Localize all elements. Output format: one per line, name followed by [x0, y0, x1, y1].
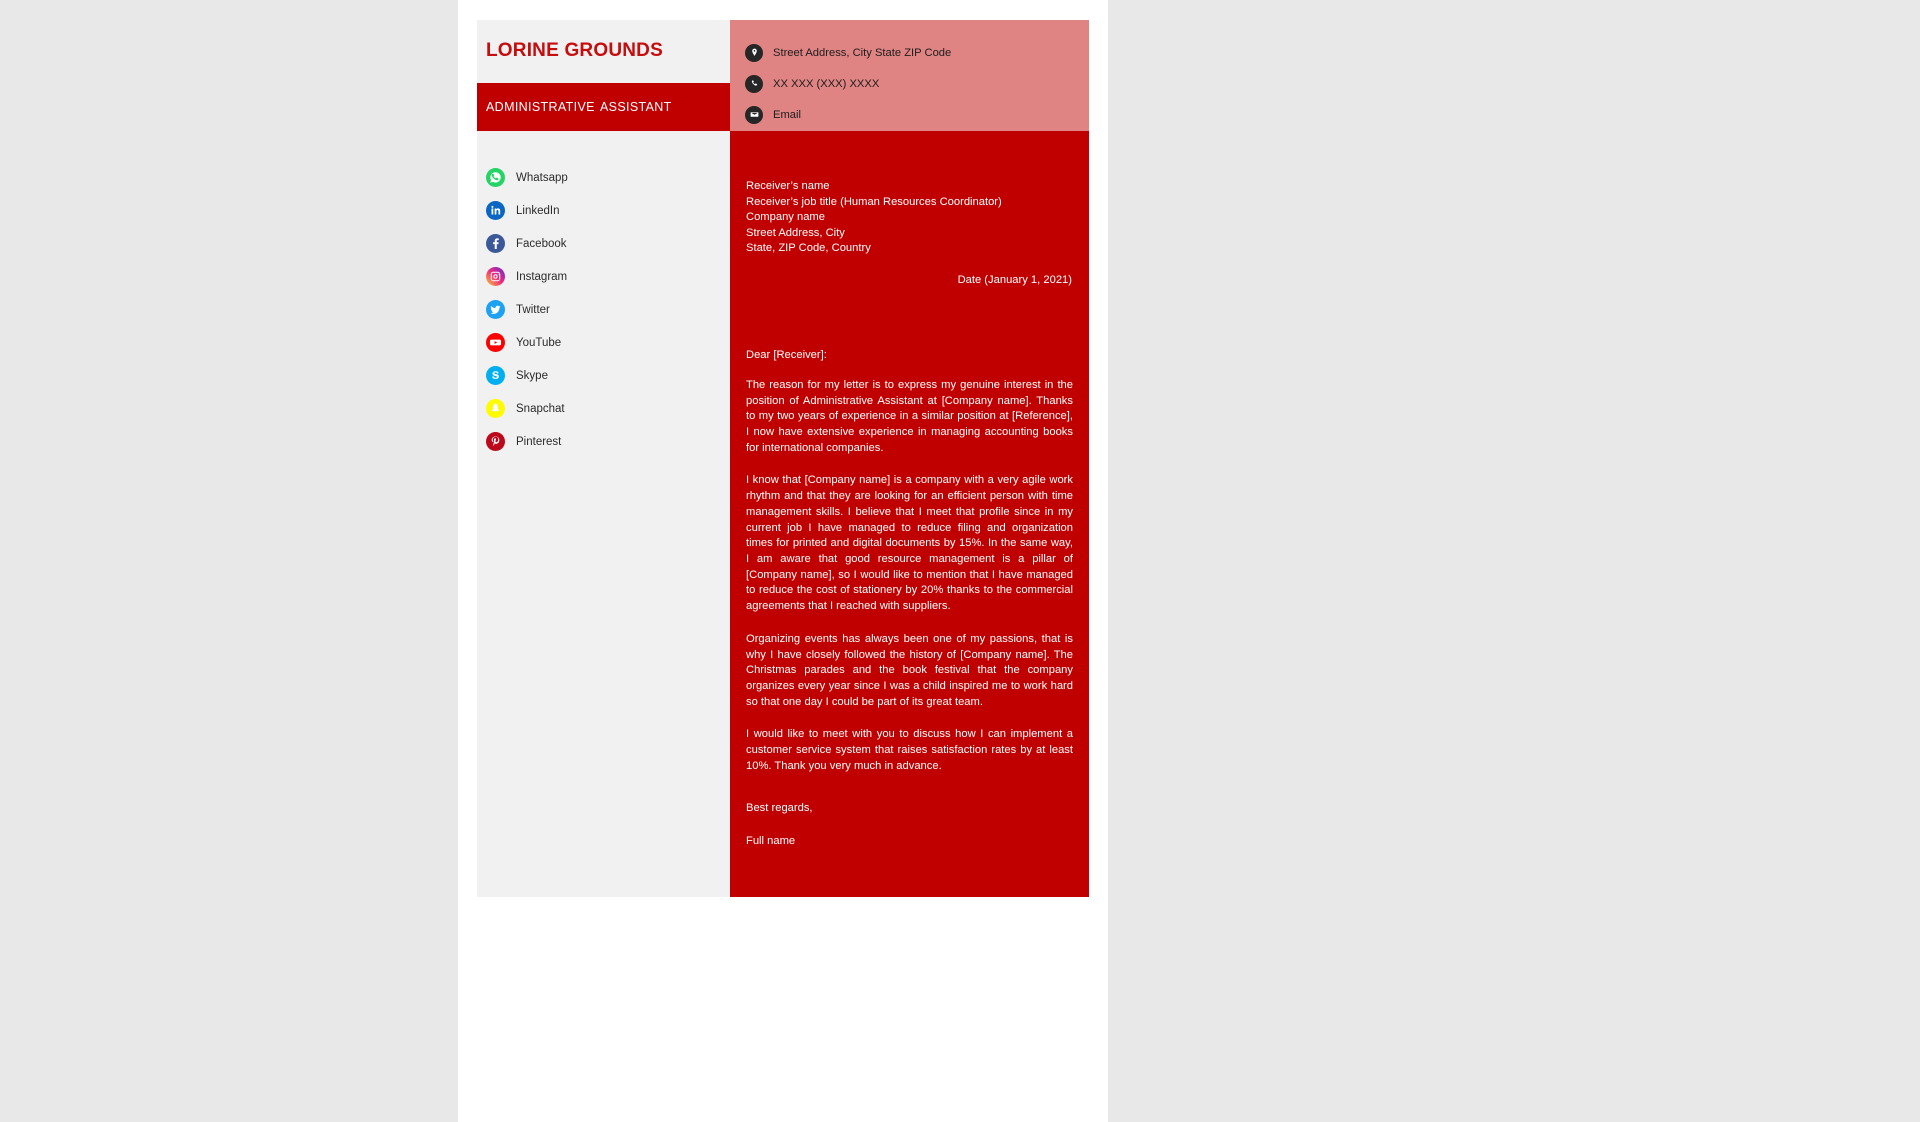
receiver-job-title: Receiver’s job title (Human Resources Coordinator) [746, 195, 1002, 208]
social-item-linkedin[interactable] [486, 194, 730, 227]
job-title-label: ADMINISTRATIVE ASSISTANT [486, 100, 672, 114]
social-label: LinkedIn [516, 204, 560, 217]
contact-phone-text: XX XXX (XXX) XXXX [773, 77, 880, 90]
contact-address-text: Street Address, City State ZIP Code [773, 46, 952, 59]
whatsapp-icon [486, 168, 505, 187]
letter-paragraph-1: The reason for my letter is to express my genuine interest in the position of Administrative Assistant at [Company name]. Thanks to my two years of experience in a similar position at [Reference], I now have extensive experience in managing accounting books for international companies. [746, 378, 1073, 454]
letter-date: Date (January 1, 2021) [957, 273, 1072, 286]
social-item-instagram[interactable] [486, 260, 730, 293]
social-label: Twitter [516, 303, 550, 316]
contact-row-address [745, 37, 1089, 68]
letter-body [730, 131, 1089, 897]
receiver-company: Company name [746, 211, 825, 224]
linkedin-icon [486, 201, 505, 220]
social-label: Whatsapp [516, 171, 568, 184]
letter-paragraph-4: I would like to meet with you to discuss how I can implement a customer service system that raises satisfaction rates by at least 10%. Thank you very much in advance. [746, 728, 1073, 772]
social-item-youtube[interactable] [486, 326, 730, 359]
letter-closing: Best regards, [746, 802, 813, 815]
youtube-icon [486, 333, 505, 352]
snapchat-icon [486, 399, 505, 418]
social-item-facebook[interactable] [486, 227, 730, 260]
name-block [477, 20, 730, 83]
contact-email-text: Email [773, 108, 801, 121]
location-pin-icon [745, 44, 763, 62]
social-item-whatsapp[interactable] [486, 161, 730, 194]
social-item-twitter[interactable] [486, 293, 730, 326]
social-label: Skype [516, 369, 548, 382]
social-label: YouTube [516, 336, 562, 349]
letter-signature: Full name [746, 835, 796, 848]
social-item-snapchat[interactable] [486, 392, 730, 425]
social-label: Facebook [516, 237, 567, 250]
social-item-pinterest[interactable] [486, 425, 730, 458]
social-label: Pinterest [516, 435, 562, 448]
letter-paragraph-3: Organizing events has always been one of my passions, that is why I have closely followed the history of [Company name]. The Christmas parades and the book festival that the company organizes every year since I was a child inspired me to work hard so that one day I could be part of its great team. [746, 632, 1073, 708]
pinterest-icon [486, 432, 505, 451]
social-label: Snapchat [516, 402, 565, 415]
receiver-street: Street Address, City [746, 226, 845, 239]
contact-row-email [745, 99, 1089, 130]
twitter-icon [486, 300, 505, 319]
letter-panel [730, 20, 1089, 897]
letter-paragraph-2: I know that [Company name] is a company with a very agile work rhythm and that they are looking for an efficient person with time management skills. I believe that I meet that profile since in my current job I have managed to reduce filing and organization times for printed and digital documents by 15%. In the same way, I am aware that good resource management is a pillar of [Company name], so I would like to mention that I have managed to reduce the cost of stationery by 20% thanks to the commercial agreements that I reached with suppliers. [746, 474, 1073, 613]
social-label: Instagram [516, 270, 568, 283]
envelope-icon [745, 106, 763, 124]
instagram-icon [486, 267, 505, 286]
receiver-address-block [746, 179, 1073, 257]
social-links-list [477, 161, 730, 458]
social-item-skype[interactable] [486, 359, 730, 392]
cover-letter-document [477, 20, 1089, 897]
phone-icon [745, 75, 763, 93]
contact-row-phone [745, 68, 1089, 99]
skype-icon [486, 366, 505, 385]
job-title-bar [477, 83, 730, 131]
receiver-name: Receiver’s name [746, 180, 830, 192]
facebook-icon [486, 234, 505, 253]
left-sidebar [477, 20, 730, 897]
letter-salutation: Dear [Receiver]: [746, 348, 827, 361]
contact-info-panel [730, 20, 1089, 131]
receiver-region: State, ZIP Code, Country [746, 242, 871, 255]
page-title: LORINE GROUNDS [486, 40, 663, 62]
